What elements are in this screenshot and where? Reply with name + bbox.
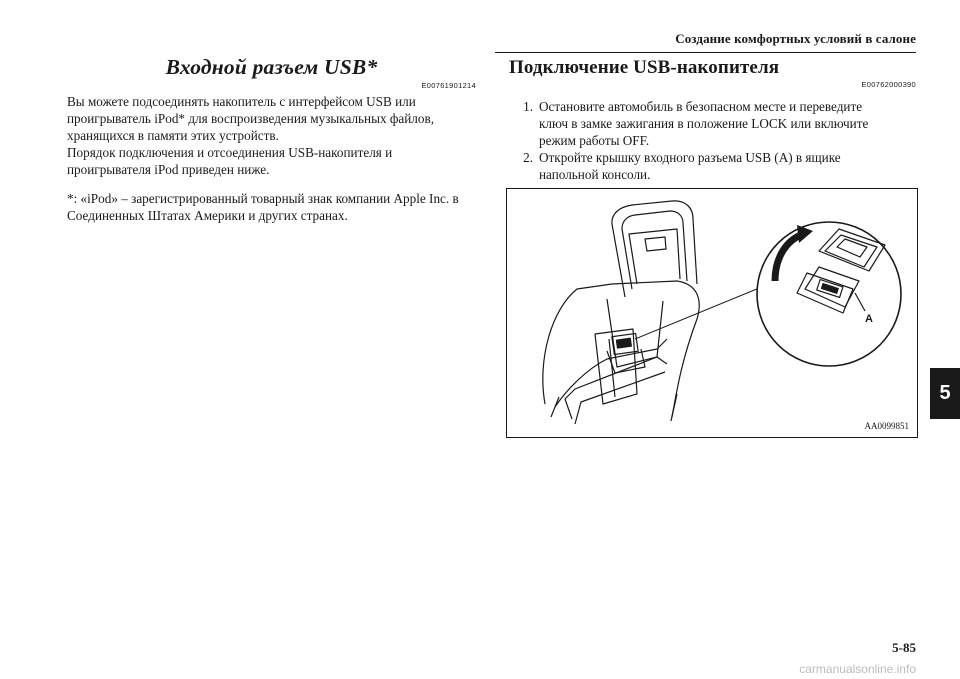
step-text: Остановите автомобиль в безопасном месте и переведите ключ в замке зажигания в положение LOCK или включите режим работы OFF. (539, 99, 869, 148)
running-header: Создание комфортных условий в салоне (675, 31, 916, 46)
section-title-usb-connect: Подключение USB-накопителя (509, 57, 780, 78)
section-code: E00761901214 (421, 81, 476, 90)
console-usb-illustration (506, 188, 918, 438)
section-title-usb-input: Входной разъем USB* (165, 55, 378, 79)
watermark: carmanualsonline.info (799, 662, 916, 676)
step-text: Откройте крышку входного разъема USB (A) в ящике напольной консоли. (539, 150, 841, 182)
figure-code: AA0099851 (864, 421, 909, 431)
left-column (67, 52, 476, 224)
trademark-footnote: *: «iPod» – зарегистрированный товарный знак компании Apple Inc. в Соединенных Штатах Америки и других странах. (67, 191, 459, 223)
procedure-paragraph: Порядок подключения и отсоединения USB-накопителя и проигрывателя iPod приведен ниже. (67, 145, 393, 177)
list-item (509, 98, 916, 149)
callout-label-a: A (865, 313, 873, 325)
chapter-tab: 5 (930, 368, 960, 419)
list-item (509, 149, 916, 183)
intro-paragraph: Вы можете подсоединять накопитель с интерфейсом USB или проигрыватель iPod* для воспроизведения музыкальных файлов, хранящихся в памяти этих устройств. (67, 94, 435, 143)
right-column (509, 52, 916, 183)
section-code: E00762000390 (861, 80, 916, 89)
console-drawing (507, 189, 917, 437)
steps-list (509, 98, 916, 183)
step-number: 2. (523, 150, 533, 165)
step-number: 1. (523, 99, 533, 114)
page-number: 5-85 (892, 640, 916, 655)
